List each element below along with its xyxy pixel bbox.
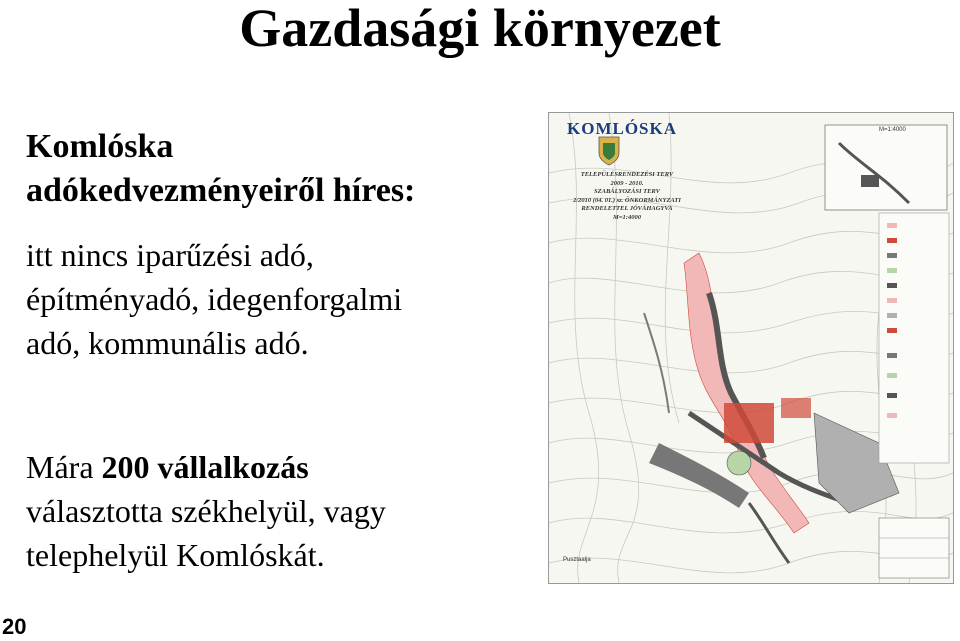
coat-of-arms-icon xyxy=(599,137,619,165)
paragraph-line: építményadó, idegenforgalmi xyxy=(26,281,403,317)
paragraph-line: itt nincs iparűzési adó, xyxy=(26,237,314,273)
heading xyxy=(26,125,526,213)
paragraph-emphasis: 200 vállalkozás xyxy=(101,449,309,485)
business-paragraph xyxy=(26,445,546,577)
heading-line: Komlóska xyxy=(26,128,174,165)
map-title-block xyxy=(879,518,949,578)
map-subtitle-line: SZABÁLYOZÁSI TERV xyxy=(594,188,660,195)
heading-line: adókedvezményeiről híres: xyxy=(26,172,416,209)
place-label: Pusztaalja xyxy=(563,557,591,563)
paragraph-prefix: Mára xyxy=(26,449,102,485)
page-number: 20 xyxy=(2,614,27,639)
map-subtitle xyxy=(557,171,697,222)
map-inset xyxy=(825,125,947,210)
map-subtitle-line: TELEPÜLÉSRENDEZÉSI TERV xyxy=(580,171,674,178)
map-subtitle-line: 2/2010 (04. 01.) sz. ÖNKORMÁNYZATI xyxy=(573,196,681,204)
tax-paragraph xyxy=(26,233,526,365)
settlement-area xyxy=(644,253,899,563)
paragraph-line xyxy=(26,445,546,489)
paragraph-line: választotta székhelyül, vagy xyxy=(26,493,386,529)
inset-scale-label: M=1:4000 xyxy=(879,127,906,133)
zoning-map-image xyxy=(548,112,954,584)
paragraph-line: telephelyül Komlóskát. xyxy=(26,537,325,573)
map-legend xyxy=(879,213,949,463)
page-title: Gazdasági környezet xyxy=(239,0,721,58)
map-title: KOMLÓSKA xyxy=(567,119,678,138)
map-subtitle-line: 2009 - 2010. xyxy=(610,179,644,187)
paragraph-line: adó, kommunális adó. xyxy=(26,325,309,361)
map-subtitle-line: RENDELETTEL JÓVÁHAGYVA xyxy=(581,205,673,212)
map-subtitle-line: M=1:4000 xyxy=(613,213,641,221)
